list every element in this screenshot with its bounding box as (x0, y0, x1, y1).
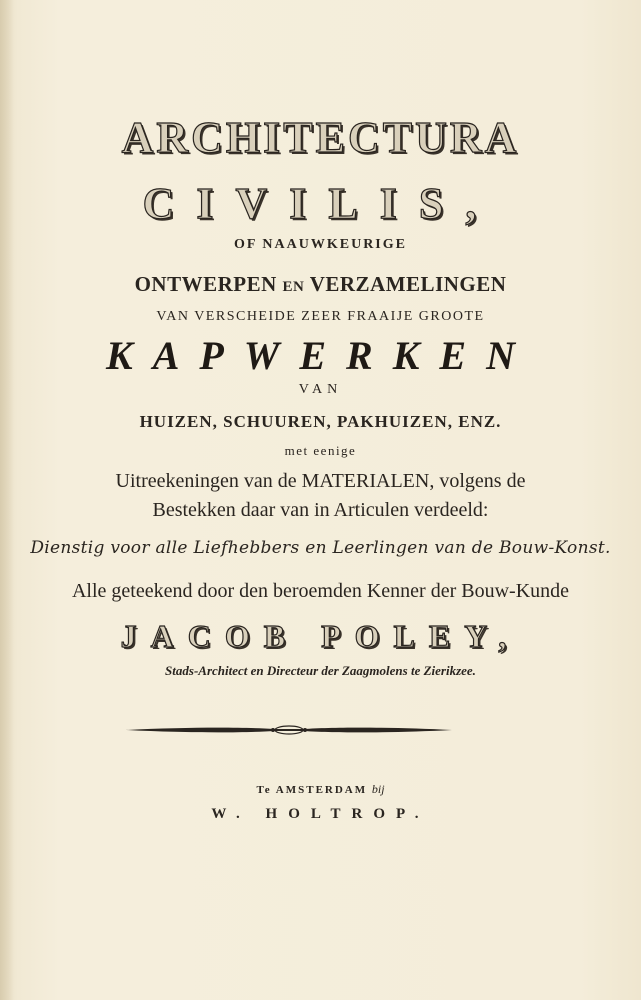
line-uitreekeningen: Uitreekeningen van de MATERIALEN, volgens de (115, 470, 526, 492)
subtitle-ontwerpen-word: ONTWERPEN (134, 272, 277, 296)
subtitle-of-naauwkeurige: OF NAAUWKEURIGE (234, 237, 407, 252)
subtitle-verscheide: VAN VERSCHEIDE ZEER FRAAIJE GROOTE (156, 309, 485, 324)
title-kapwerken: KAPWERKEN (106, 333, 535, 378)
subtitle-ontwerpen (0, 272, 641, 297)
subtitle-van: VAN (298, 382, 343, 397)
subtitle-verzamelingen-word: VERZAMELINGEN (309, 272, 507, 296)
line-bestekken: Bestekken daar van in Articulen verdeeld: (152, 499, 489, 521)
title-architectura: ARCHITECTURA (121, 113, 520, 162)
imprint-publisher: W. HOLTROP. (211, 806, 430, 822)
subtitle-en-word: EN (282, 279, 305, 295)
imprint-place-bij: bij (371, 782, 385, 796)
imprint-place (0, 782, 641, 797)
line-geteekend: Alle geteekend door den beroemden Kenner der Bouw-Kunde (71, 580, 570, 602)
imprint-place-city: Te AMSTERDAM (256, 784, 368, 796)
subtitle-met-eenige: met eenige (284, 443, 357, 458)
author-name: JACOB POLEY, (120, 618, 521, 654)
script-dedication-line: Dienstig voor alle Liefhebbers en Leerlingen van de Bouw-Konst. (30, 538, 611, 558)
subtitle-huizen: HUIZEN, SCHUUREN, PAKHUIZEN, ENZ. (139, 412, 502, 431)
ornamental-rule (124, 723, 454, 737)
author-role: Stads-Architect en Directeur der Zaagmolens te Zierikzee. (165, 663, 476, 678)
title-civilis: CIVILIS, (142, 179, 499, 228)
